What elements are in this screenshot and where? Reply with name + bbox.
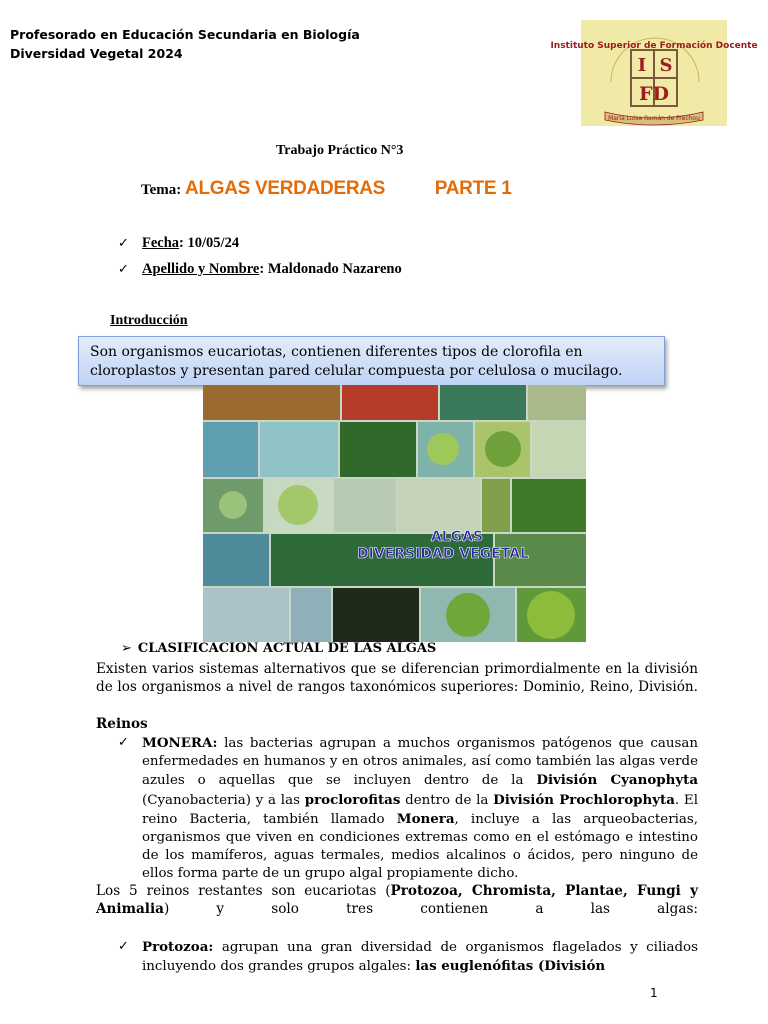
svg-text:Instituto Superior de Formació: Instituto Superior de Formación Docente (550, 41, 758, 51)
introduction-box: Son organismos eucariotas, contienen diferentes tipos de clorofila en cloroplastos y presentan pared celular compuesta por celulosa o mucilago. (78, 336, 665, 386)
svg-text:ALGAS: ALGAS (430, 529, 484, 545)
protozoa-text: Protozoa: agrupan una gran diversidad de organismos flagelados y ciliados incluyendo dos grandes grupos algales: las euglenófitas (División (142, 939, 698, 975)
checkmark-icon: ✓ (118, 735, 129, 750)
date-row: ✓ Fecha: 10/05/24 (118, 235, 240, 251)
arrow-bullet-icon: ➢ (121, 641, 132, 656)
topic-label: Tema: (141, 182, 182, 198)
paragraph-eukaryotes: Los 5 reinos restantes son eucariotas (Protozoa, Chromista, Plantae, Fungi y Animalia) y solo tres contienen a las algas: (96, 883, 698, 918)
name-label: Apellido y Nombre (142, 261, 260, 277)
kingdoms-heading: Reinos (96, 716, 148, 732)
topic-part: PARTE 1 (434, 178, 512, 199)
algae-collage-graphic (203, 385, 586, 642)
institute-logo (550, 20, 758, 126)
student-info (118, 235, 402, 287)
isfd-seal-icon (550, 20, 758, 126)
topic-title: ALGAS VERDADERAS (185, 178, 386, 199)
date-value: 10/05/24 (183, 235, 240, 251)
svg-text:S: S (659, 55, 673, 76)
course-subtitle: Diversidad Vegetal 2024 (10, 46, 183, 61)
course-title: Profesorado en Educación Secundaria en Biología (10, 27, 360, 42)
checkmark-icon: ✓ (118, 262, 129, 277)
practical-work-title: Trabajo Práctico N°3 (276, 143, 404, 158)
course-header (10, 25, 360, 63)
page-number: 1 (650, 986, 658, 1000)
introduction-heading: Introducción (110, 313, 188, 328)
topic-line (141, 178, 512, 200)
date-label: Fecha (142, 235, 180, 251)
svg-text:DIVERSIDAD VEGETAL: DIVERSIDAD VEGETAL (357, 546, 529, 562)
svg-text:María Luisa Román de Frechou: María Luisa Román de Frechou (608, 115, 700, 122)
algae-collage-image (203, 385, 586, 642)
name-value: Maldonado Nazareno (264, 261, 402, 277)
svg-text:FD: FD (639, 83, 669, 105)
svg-text:I: I (637, 55, 647, 76)
checkmark-icon: ✓ (118, 236, 129, 251)
paragraph-systems: Existen varios sistemas alternativos que se diferencian primordialmente en la división de los organismos a nivel de rangos taxonómicos superiores: Dominio, Reino, División. (96, 661, 698, 696)
monera-text: MONERA: las bacterias agrupan a muchos organismos patógenos que causan enfermedades en humanos y en otros animales, así como también las algas verde azules o aquellas que se incluyen dentro de la División Cyanophyta (Cyanobacteria) y a las proclorofitas dentro de la División Prochlorophyta. El reino Bacteria, también llamado Monera, incluye a las arqueobacterias, organismos que viven en condiciones extremas como en el estómago e intestino de los mamíferos, aguas termales, medios alcalinos o ácidos, pero ninguno de ellos forma parte de un grupo algal propiamente dicho. (142, 735, 698, 882)
checkmark-icon: ✓ (118, 939, 129, 954)
classification-heading: ➢ CLASIFICACION ACTUAL DE LAS ALGAS (121, 641, 437, 656)
name-row: ✓ Apellido y Nombre: Maldonado Nazareno (118, 261, 402, 277)
